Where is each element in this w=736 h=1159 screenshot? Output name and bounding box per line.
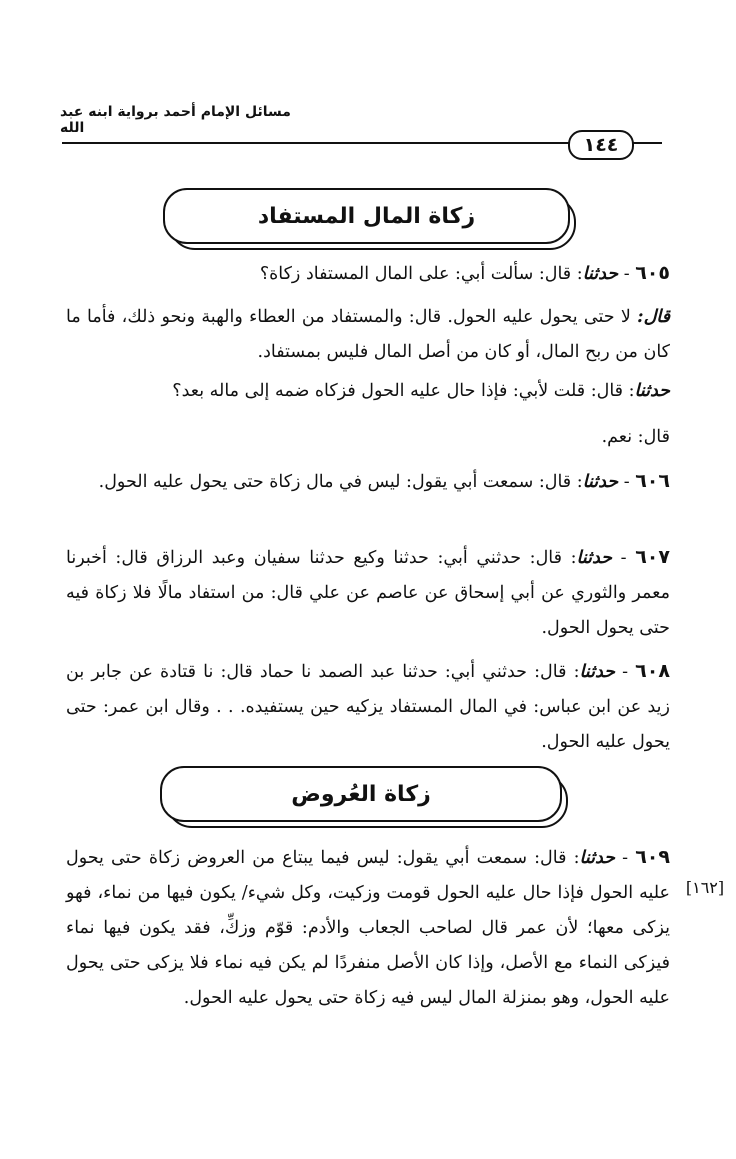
paragraph-605-followup: حدثنا: قال: قلت لأبي: فإذا حال عليه الحول فزكاه ضمه إلى ماله بعد؟ xyxy=(172,381,670,401)
paragraph-text: قال: نعم. xyxy=(601,427,670,447)
paragraph-text: قال: سألت أبي: على المال المستفاد زكاة؟ xyxy=(259,264,572,284)
narration-keyword: حدثنا xyxy=(582,264,619,284)
section-title-zakat-urud xyxy=(160,766,562,822)
paragraph-text: قال: سمعت أبي يقول: ليس في مال زكاة حتى يحول عليه الحول. xyxy=(98,472,572,492)
section-title-zakat-mustafad xyxy=(163,188,570,244)
paragraph-609: ٦٠٩ - حدثنا: قال: سمعت أبي يقول: ليس فيما يبتاع من العروض زكاة حتى يحول عليه الحول فإذا حال عليه الحول قومت وزكيت، وكل شيء/ يكون فيها من نماء، فهو يزكى معها؛ لأن عمر قال لصاحب الجعاب والأدم: قوّم وزكِّ، فقد يكون فيها نماء فيزكى النماء مع الأصل، وإذا كان الأصل منفردًا لم يكن فيه نماء فلا يزكى حتى يحول عليه الحول، وهو بمنزلة المال ليس فيه زكاة حتى يحول عليه الحول. xyxy=(66,846,670,1008)
paragraph-607: ٦٠٧ - حدثنا: قال: حدثني أبي: حدثنا وكيع حدثنا سفيان وعبد الرزاق قال: أخبرنا معمر والثوري عن أبي إسحاق عن عاصم عن علي قال: من استفاد مالًا فلا زكاة فيه حتى يحول الحول. xyxy=(66,546,670,638)
narration-keyword: حدثنا xyxy=(579,662,615,682)
narration-keyword: قال: xyxy=(637,307,670,327)
paragraph-number: ٦٠٨ xyxy=(635,660,670,682)
paragraph-number: ٦٠٩ xyxy=(635,846,670,868)
paragraph-text: قال: سمعت أبي يقول: ليس فيما يبتاع من العروض زكاة حتى يحول عليه الحول فإذا حال عليه الحول قومت وزكيت، وكل شيء/ يكون فيها من نماء، فهو يزكى معها؛ لأن عمر قال لصاحب الجعاب والأدم: قوّم وزكِّ، فقد يكون فيها نماء فيزكى النماء مع الأصل، وإذا كان الأصل منفردًا لم يكن فيه نماء فلا يزكى حتى يحول عليه الحول، وهو بمنزلة المال ليس فيه زكاة حتى يحول عليه الحول. xyxy=(66,848,670,1008)
paragraph-606: ٦٠٦ - حدثنا: قال: سمعت أبي يقول: ليس في مال زكاة حتى يحول عليه الحول. xyxy=(98,470,670,492)
paragraph-605: ٦٠٥ - حدثنا: قال: سألت أبي: على المال المستفاد زكاة؟ xyxy=(259,262,670,284)
manuscript-folio-reference: [١٦٢] xyxy=(685,878,725,897)
paragraph-605-reply xyxy=(66,420,670,455)
narration-keyword: حدثنا xyxy=(576,548,613,568)
paragraph-608: ٦٠٨ - حدثنا: قال: حدثني أبي: حدثنا عبد الصمد نا حماد قال: نا قتادة عن جابر بن زيد عن ابن عباس: في المال المستفاد يزكيه حين يستفيده. . . وقال ابن عمر: حتى يحول عليه الحول. xyxy=(66,660,670,752)
section-title-text: زكاة العُروض xyxy=(291,781,431,807)
paragraph-number: ٦٠٧ xyxy=(635,546,670,568)
paragraph-text: قال: قلت لأبي: فإذا حال عليه الحول فزكاه ضمه إلى ماله بعد؟ xyxy=(172,381,624,401)
narration-keyword: حدثنا xyxy=(634,381,670,401)
paragraph-605-answer xyxy=(66,300,670,370)
narration-keyword: حدثنا xyxy=(579,848,616,868)
paragraph-text: لا حتى يحول عليه الحول. قال: والمستفاد من العطاء والهبة ونحو ذلك، فأما ما كان من ربح المال، أو كان من أصل المال فليس بمستفاد. xyxy=(66,307,670,362)
page-number: ١٤٤ xyxy=(568,130,634,160)
paragraph-number: ٦٠٦ xyxy=(635,470,670,492)
paragraph-text: قال: حدثني أبي: حدثنا عبد الصمد نا حماد قال: نا قتادة عن جابر بن زيد عن ابن عباس: في المال المستفاد يزكيه حين يستفيده. . . وقال ابن عمر: حتى يحول عليه الحول. xyxy=(66,662,670,752)
paragraph-text: قال: حدثني أبي: حدثنا وكيع حدثنا سفيان وعبد الرزاق قال: أخبرنا معمر والثوري عن أبي إسحاق عن عاصم عن علي قال: من استفاد مالًا فلا زكاة فيه حتى يحول الحول. xyxy=(66,548,670,638)
section-title-text: زكاة المال المستفاد xyxy=(257,203,476,229)
narration-keyword: حدثنا xyxy=(582,472,619,492)
running-header-title: مسائل الإمام أحمد برواية ابنه عبد الله xyxy=(60,104,291,136)
paragraph-number: ٦٠٥ xyxy=(635,262,670,284)
